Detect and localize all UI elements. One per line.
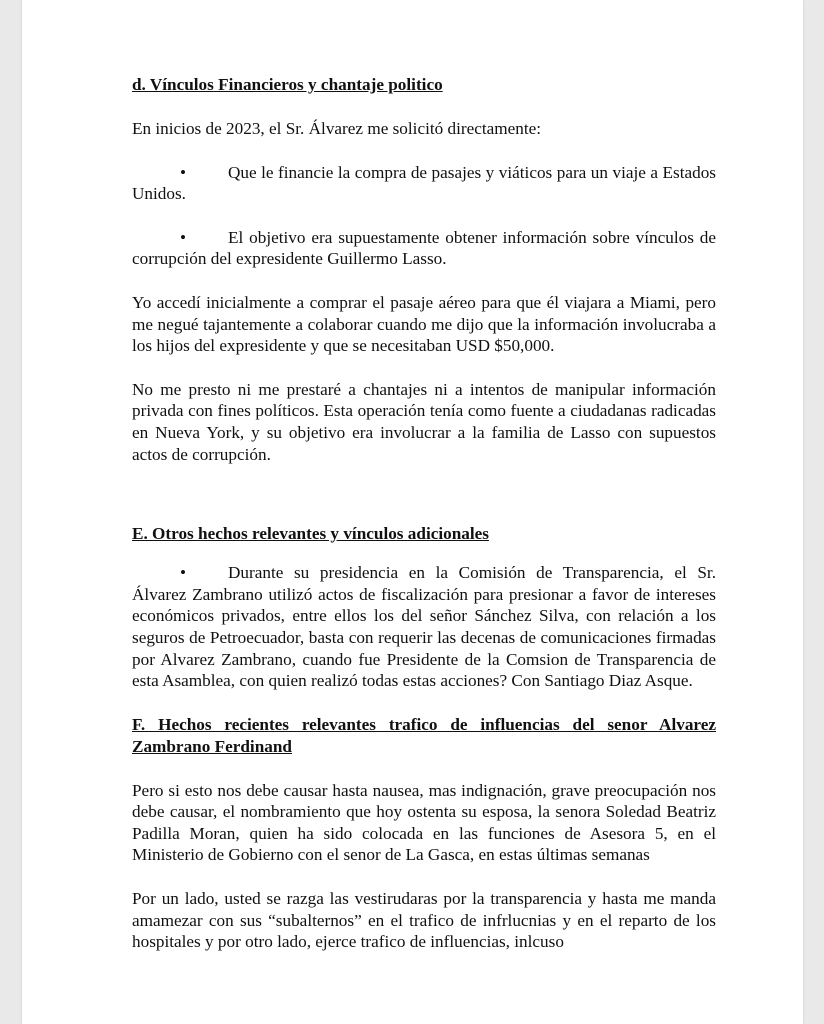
bullet-marker: • [180, 162, 187, 182]
document-body [132, 74, 716, 953]
section-f-paragraph: Pero si esto nos debe causar hasta nausea, mas indignación, grave preocupación nos debe causar, el nombramiento que hoy ostenta su esposa, la senora Soledad Beatriz Padilla Moran, quien ha sido colocada en las funciones de Asesora 5, en el Ministerio de Gobierno con el senor de La Gasca, en estas últimas semanas [132, 780, 716, 865]
section-e-heading: E. Otros hechos relevantes y vínculos adicionales [132, 524, 489, 544]
bullet-text: El objetivo era supuestamente obtener información sobre vínculos de corrupción del expresidente Guillermo Lasso. [132, 227, 716, 269]
section-d-heading: d. Vínculos Financieros y chantaje politico [132, 75, 443, 94]
bullet-text: Que le financie la compra de pasajes y viáticos para un viaje a Estados Unidos. [132, 162, 716, 204]
document-page [22, 0, 803, 1024]
bullet-marker: • [180, 227, 187, 247]
bullet-marker: • [180, 563, 187, 583]
section-d-paragraph: Yo accedí inicialmente a comprar el pasaje aéreo para que él viajara a Miami, pero me negué tajantemente a colaborar cuando me dijo que la información involucraba a los hijos del expresidente y que se necesitaban USD $50,000. [132, 292, 716, 356]
section-d-bullet [132, 162, 716, 205]
section-f-paragraph: Por un lado, usted se razga las vestirudaras por la transparencia y hasta me manda amamezar con sus “subalternos” en el trafico de infrlucnias y en el reparto de los hospitales y por otro lado, ejerce trafico de influencias, inlcuso [132, 889, 716, 952]
bullet-text: Durante su presidencia en la Comisión de Transparencia, el Sr. Álvarez Zambrano utilizó actos de fiscalización para presionar a favor de intereses económicos privados, entre ellos los del señor Sánchez Silva, con relación a los seguros de Petroecuador, basta con requerir las decenas de comunicaciones firmadas por Alvarez Zambrano, cuando fue Presidente de la Comsion de Transparencia de esta Asamblea, con quien realizó todas estas acciones? Con Santiago Diaz Asque. [132, 563, 716, 691]
section-d-intro: En inicios de 2023, el Sr. Álvarez me solicitó directamente: [132, 119, 542, 138]
section-d-paragraph: No me presto ni me prestaré a chantajes ni a intentos de manipular información privada con fines políticos. Esta operación tenía como fuente a ciudadanas radicadas en Nueva York, y su objetivo era involucrar a la familia de Lasso con supuestos actos de corrupción. [132, 379, 716, 464]
section-f-heading: F. Hechos recientes relevantes trafico de influencias del senor Alvarez Zambrano Ferdinand [132, 714, 716, 756]
section-e-bullet [132, 562, 716, 692]
section-d-bullet [132, 227, 716, 270]
